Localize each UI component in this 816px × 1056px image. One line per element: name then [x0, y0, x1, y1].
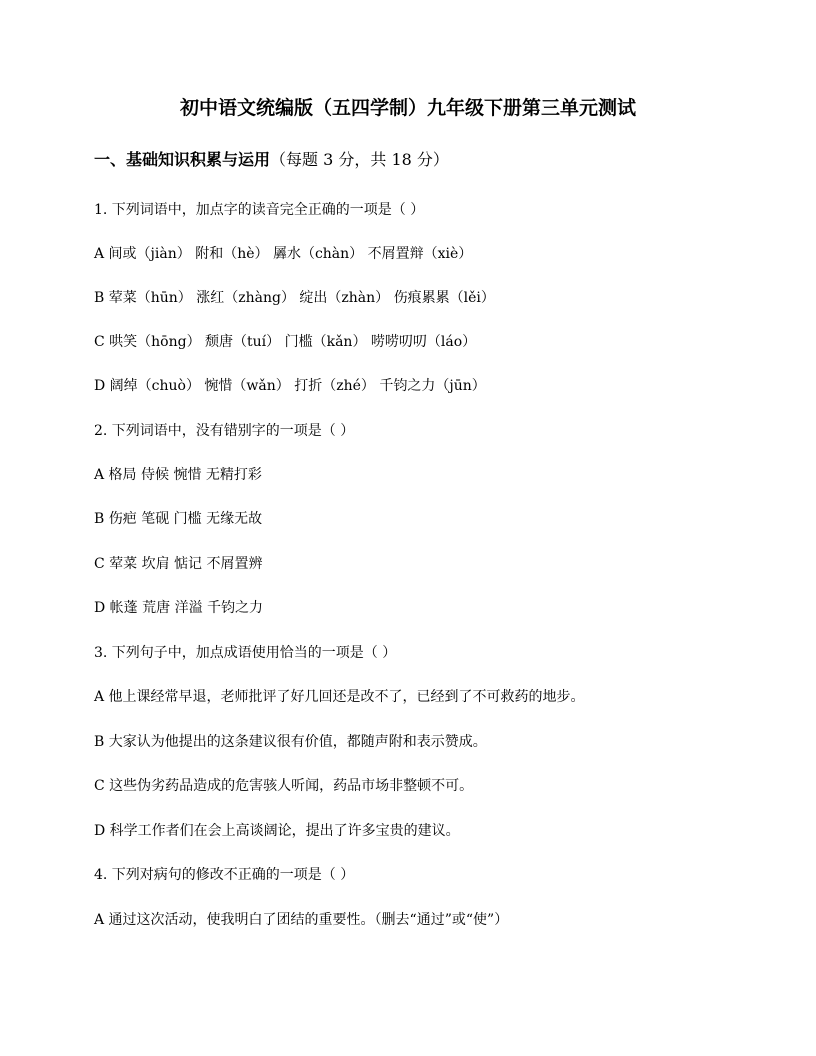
section-heading-text: 一、基础知识积累与运用	[94, 150, 271, 169]
question-2: 2. 下列词语中，没有错别字的一项是（ ）	[94, 423, 355, 439]
question-2-option-d: D 帐蓬 荒唐 洋溢 千钧之力	[94, 600, 264, 616]
page-title: 初中语文统编版（五四学制）九年级下册第三单元测试	[179, 97, 636, 119]
question-2-option-c: C 荤菜 坎肩 惦记 不屑置辨	[94, 556, 263, 572]
question-3-option-a: A 他上课经常早退，老师批评了好几回还是改不了，已经到了不可救药的地步。	[94, 689, 585, 705]
question-1-option-c: C 哄笑（hōng） 颓唐（tuí） 门槛（kǎn） 唠唠叨叨（láo）	[94, 334, 477, 350]
section-scoring: （每题 3 分，共 18 分）	[270, 150, 449, 169]
question-3-option-d: D 科学工作者们在会上高谈阔论，提出了许多宝贵的建议。	[94, 823, 460, 839]
section-heading	[94, 148, 449, 172]
question-1-option-a: A 间或（jiàn） 附和（hè） 羼水（chàn） 不屑置辩（xiè）	[94, 246, 473, 262]
question-3: 3. 下列句子中，加点成语使用恰当的一项是（ ）	[94, 645, 397, 661]
question-2-option-a: A 格局 侍候 惋惜 无精打彩	[94, 467, 262, 483]
question-3-option-b: B 大家认为他提出的这条建议很有价值，都随声附和表示赞成。	[94, 734, 487, 750]
question-3-option-c: C 这些伪劣药品造成的危害骇人听闻，药品市场非整顿不可。	[94, 778, 474, 794]
question-4: 4. 下列对病句的修改不正确的一项是（ ）	[94, 867, 355, 883]
question-1-option-b: B 荤菜（hūn） 涨红（zhàng） 绽出（zhàn） 伤痕累累（lěi）	[94, 290, 495, 306]
question-1-option-d: D 阔绰（chuò） 惋惜（wǎn） 打折（zhé） 千钧之力（jūn）	[94, 378, 486, 394]
question-1: 1. 下列词语中，加点字的读音完全正确的一项是（ ）	[94, 202, 425, 218]
question-2-option-b: B 伤疤 笔砚 门槛 无缘无故	[94, 511, 263, 527]
question-4-option-a: A 通过这次活动，使我明白了团结的重要性。（删去“通过”或“使”）	[94, 912, 509, 928]
